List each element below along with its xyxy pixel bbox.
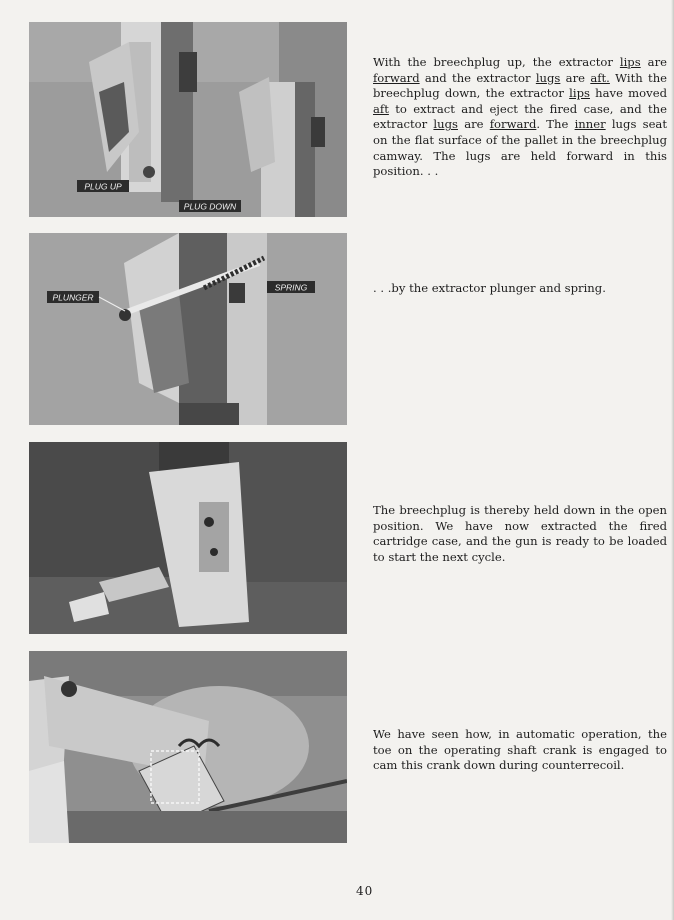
- underlined-term: forward: [489, 117, 537, 132]
- underlined-term: lugs: [535, 70, 561, 85]
- caption-text: are: [560, 70, 591, 85]
- photo-plunger-spring: [29, 233, 347, 425]
- figure-breechplug-open: [29, 442, 347, 634]
- label-plug-down: PLUG DOWN: [183, 201, 237, 212]
- photo-breechplug-up-down: [29, 22, 347, 217]
- caption-extractor-lips-lugs: [373, 55, 671, 180]
- caption-text: With the breechplug up, the extractor: [373, 55, 620, 69]
- photo-operating-shaft-crank: [29, 651, 347, 843]
- underlined-term: aft: [373, 101, 389, 116]
- caption-text: are: [640, 55, 671, 69]
- label-spring: SPRING: [274, 282, 308, 293]
- figure-breechplug-up-down: [29, 22, 347, 217]
- underlined-term: forward: [373, 70, 420, 85]
- caption-breechplug-open: [373, 503, 671, 565]
- label-plunger: PLUNGER: [52, 292, 94, 303]
- underlined-term: lips: [569, 86, 590, 101]
- page-number: 40: [356, 884, 374, 898]
- underlined-term: inner: [574, 117, 606, 132]
- label-plug-up: PLUG UP: [84, 181, 122, 192]
- caption-text: and the extractor: [419, 70, 536, 85]
- caption-text: With the breechplug down, the extractor: [373, 70, 671, 101]
- figure-operating-shaft-crank: [29, 651, 347, 843]
- caption-text: . The: [536, 117, 575, 132]
- caption-text: lugs seat on the flat surface of the pallet in the breechplug camway. The lugs are held forward in this position. . .: [373, 117, 671, 179]
- underlined-term: aft.: [590, 70, 610, 85]
- figure-plunger-spring: [29, 233, 347, 425]
- caption-operating-shaft-crank: [373, 727, 671, 774]
- caption-text: are: [457, 117, 490, 132]
- caption-plunger-spring: [373, 281, 667, 297]
- underlined-term: lips: [619, 55, 641, 69]
- caption-text: We have seen how, in automatic operation, the toe on the operating shaft crank is engaged to cam this crank down during counterrecoil.: [373, 727, 671, 773]
- underlined-term: lugs: [433, 117, 458, 132]
- caption-text: The breechplug is thereby held down in the open position. We have now extracted the fired cartridge case, and the gun is ready to be loaded to start the next cycle.: [373, 503, 671, 564]
- photo-breechplug-open: [29, 442, 347, 634]
- caption-text: have moved: [589, 86, 671, 101]
- caption-text: . . .by the extractor plunger and spring.: [373, 281, 606, 295]
- caption-text: to extract and eject the fired case, and the extractor: [373, 101, 671, 132]
